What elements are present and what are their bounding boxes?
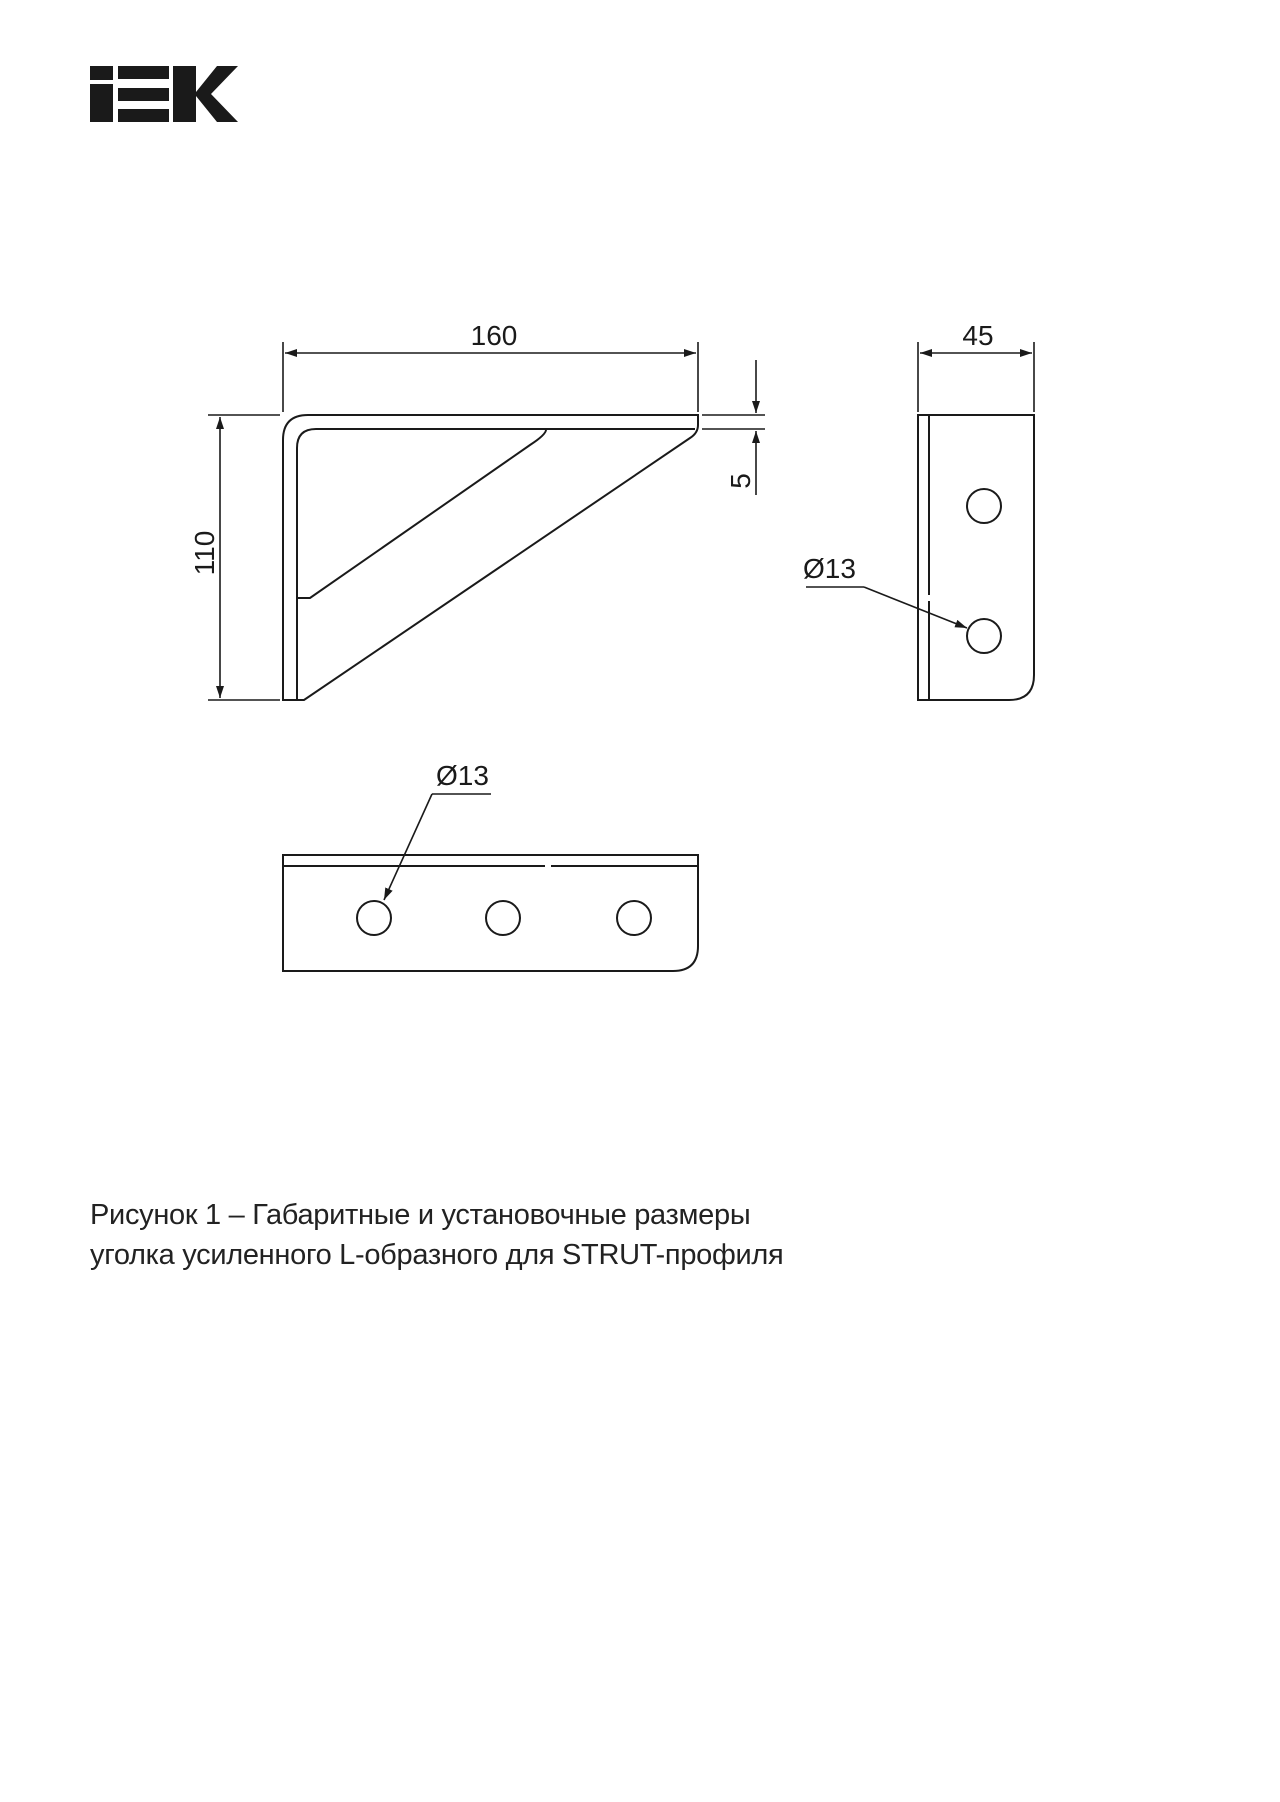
hole-diameter-bottom-label: Ø13 bbox=[436, 760, 489, 791]
dimension-160 bbox=[283, 342, 698, 412]
iek-logo bbox=[90, 66, 238, 122]
dimension-5-label: 5 bbox=[725, 473, 756, 489]
dimension-110-label: 110 bbox=[189, 530, 220, 576]
figure-caption-line-1: Рисунок 1 – Габаритные и установочные размеры bbox=[90, 1199, 751, 1231]
side-hole-upper bbox=[967, 489, 1001, 523]
front-view bbox=[283, 415, 698, 700]
bottom-hole-2 bbox=[486, 901, 520, 935]
side-view bbox=[918, 415, 1034, 700]
hole-diameter-side-label: Ø13 bbox=[803, 553, 856, 584]
dimension-45-label: 45 bbox=[962, 320, 994, 351]
dimension-160-label: 160 bbox=[470, 320, 518, 351]
leader-bottom-hole bbox=[384, 794, 491, 900]
figure-caption-line-2: уголка усиленного L-образного для STRUT-профиля bbox=[90, 1239, 784, 1271]
side-hole-lower bbox=[967, 619, 1001, 653]
bottom-hole-3 bbox=[617, 901, 651, 935]
figure-caption bbox=[90, 1195, 1190, 1275]
leader-side-hole bbox=[806, 587, 967, 628]
bottom-view bbox=[283, 855, 698, 971]
bottom-hole-1 bbox=[357, 901, 391, 935]
dimension-45 bbox=[918, 342, 1034, 412]
